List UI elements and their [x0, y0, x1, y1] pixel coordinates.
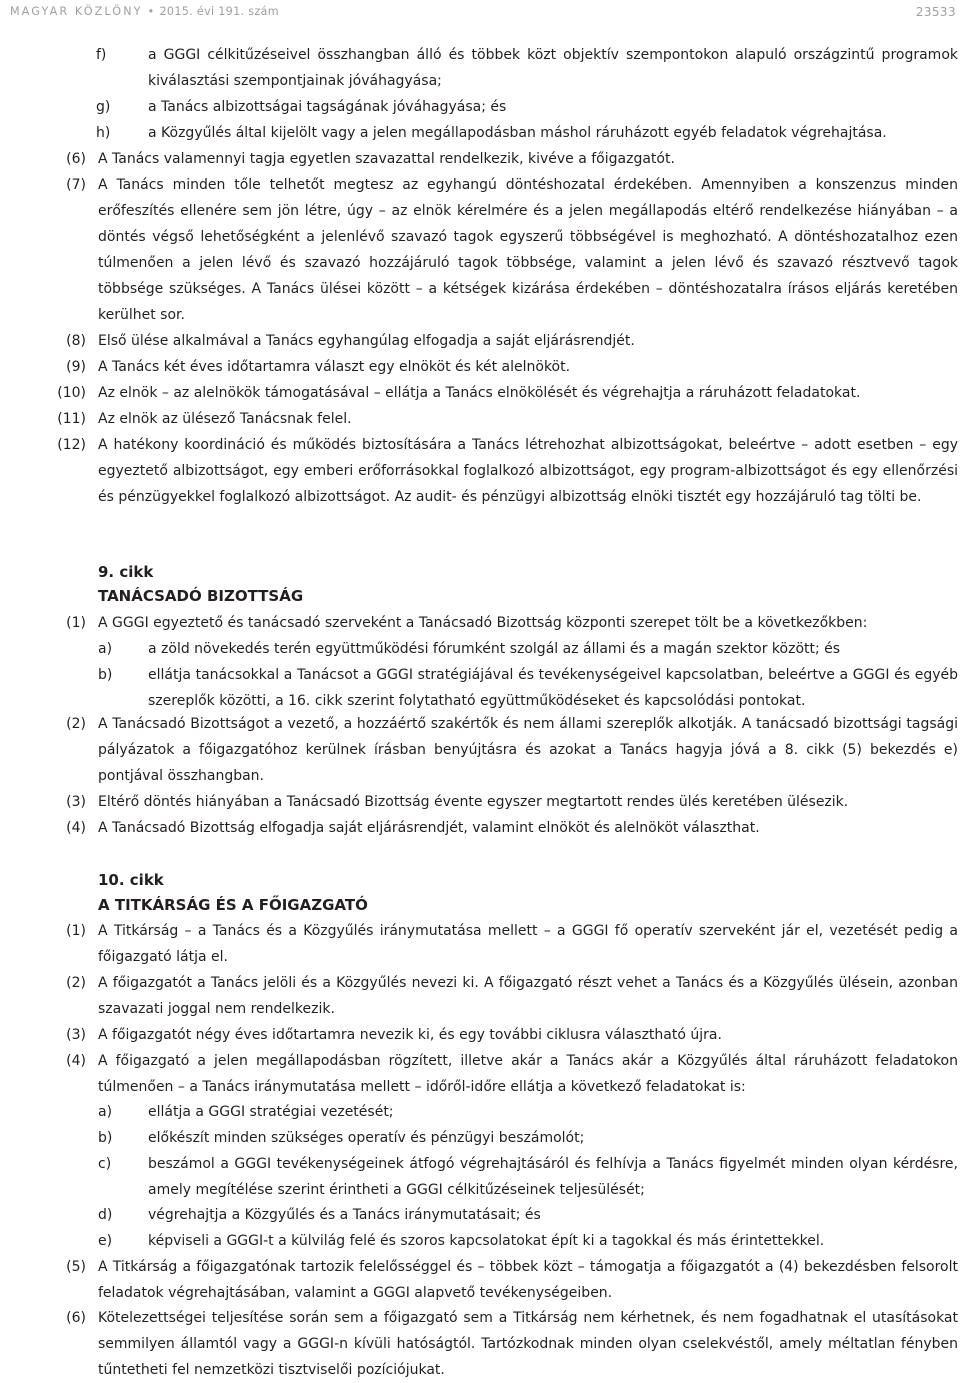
item-text: képviseli a GGGI-t a külvilág felé és szoros kapcsolatokat épít ki a tagokkal és más érintettekkel.: [148, 1233, 825, 1249]
item-label: h): [96, 125, 111, 141]
paragraph-number: (4): [66, 1053, 86, 1069]
item-label: b): [98, 1130, 113, 1146]
article-title: A TITKÁRSÁG ÉS A FŐIGAZGATÓ: [98, 896, 368, 914]
item-text: a GGGI célkitűzéseivel összhangban álló és többek közt objektív szempontokon alapuló országzintű programok kiválasztási szempontjainak jóváhagyása;: [148, 47, 958, 89]
item-text: ellátja tanácsokkal a Tanácsot a GGGI stratégiájával és tevékenységeivel kapcsolatban, beleértve a GGGI és egyéb szereplők közötti, a 16. cikk szerint folytatható együttműködéseket és kapcsolódási pontokat.: [148, 667, 958, 709]
paragraph-text: A Tanács valamennyi tagja egyetlen szavazattal rendelkezik, kivéve a főigazgatót.: [98, 151, 675, 167]
article-number: 9. cikk: [98, 563, 154, 581]
article-title: TANÁCSADÓ BIZOTTSÁG: [98, 587, 304, 605]
article-number: 10. cikk: [98, 871, 164, 889]
paragraph-number: (4): [66, 820, 86, 836]
paragraph-text: Kötelezettségei teljesítése során sem a főigazgató sem a Titkárság nem kérhetnek, és nem fogadhatnak el utasításokat semmilyen államtól vagy a GGGI-n kívüli hatóságtól. Tartózkodnak minden olyan cselekvéstől, amely méltatlan fényben tűntetheti fel nemzetközi tisztviselői pozíciójukat.: [98, 1310, 958, 1378]
item-label: c): [98, 1156, 112, 1172]
paragraph-text: A hatékony koordináció és működés biztosítására a Tanács létrehozhat albizottságokat, beleértve – adott esetben – egy egyeztető albizottságot, egy emberi erőforrásokkal foglalkozó albizottságot, egy program-albizottságot és egy ellenőrzési és pénzügyekkel foglalkozó albizottságot. Az audit- és pénzügyi albizottság elnöki tisztét egy hozzájáruló tag tölti be.: [98, 437, 958, 505]
paragraph-number: (3): [66, 1027, 86, 1043]
item-text: végrehajtja a Közgyűlés és a Tanács iránymutatásait; és: [148, 1207, 541, 1223]
paragraph-text: A Titkárság – a Tanács és a Közgyűlés iránymutatása mellett – a GGGI fő operatív szerveként jár el, vezetését pedig a főigazgató látja el.: [98, 923, 958, 965]
paragraph-number: (10): [57, 385, 86, 401]
paragraph-number: (2): [66, 716, 86, 732]
item-label: a): [98, 1104, 113, 1120]
paragraph-number: (9): [66, 359, 86, 375]
paragraph-text: Az elnök – az alelnökök támogatásával – ellátja a Tanács elnökölését és végrehajtja a ráruházott feladatokat.: [98, 385, 861, 401]
paragraph-number: (7): [66, 177, 86, 193]
paragraph-number: (3): [66, 794, 86, 810]
separator-dot: •: [147, 5, 155, 18]
paragraph-number: (8): [66, 333, 86, 349]
paragraph-number: (5): [66, 1259, 86, 1275]
issue-label: 2015. évi 191. szám: [159, 5, 279, 18]
paragraph-text: A főigazgatót négy éves időtartamra nevezik ki, és egy további ciklusra választható újra.: [98, 1027, 722, 1043]
item-label: a): [98, 641, 113, 657]
item-text: a Tanács albizottságai tagságának jóváhagyása; és: [148, 99, 507, 115]
paragraph-number: (12): [57, 437, 86, 453]
paragraph-text: A Tanács minden tőle telhetőt megtesz az egyhangú döntéshozatal érdekében. Amennyiben a konszenzus minden erőfeszítés ellenére sem jön létre, úgy – az elnök kérelmére és a jelen megállapodás eltérő rendelkezése hiányában – a döntés végső lehetőségként a jelenlévő szavazó tagok egyszerű többségével is meghozható. A döntéshozatalhoz ezen túlmenően a jelen lévő és szavazó hozzájáruló tagok többsége, valamint a jelen lévő és szavazó résztvevő tagok többsége szükséges. A Tanács ülései között – a kétségek kizárása érdekében – döntéshozatalra írásos eljárás keretében kerülhet sor.: [98, 177, 958, 323]
item-label: b): [98, 667, 113, 683]
item-label: g): [96, 99, 111, 115]
paragraph-number: (1): [66, 923, 86, 939]
item-label: f): [96, 47, 107, 63]
paragraph-text: Eltérő döntés hiányában a Tanácsadó Bizottság évente egyszer megtartott rendes ülés keretében ülésezik.: [98, 794, 849, 810]
paragraph-text: Az elnök az ülésező Tanácsnak felel.: [98, 411, 352, 427]
paragraph-text: A Titkárság a főigazgatónak tartozik felelősséggel és – többek közt – támogatja a főigazgatót a (4) bekezdésben felsorolt feladatok végrehajtásában, valamint a GGGI alapvető tevékenységeiben.: [98, 1259, 958, 1301]
publication-info: [10, 5, 279, 18]
paragraph-number: (6): [66, 1310, 86, 1326]
item-text: előkészít minden szükséges operatív és pénzügyi beszámolót;: [148, 1130, 585, 1146]
paragraph-number: (6): [66, 151, 86, 167]
paragraph-text: A Tanács két éves időtartamra választ egy elnököt és két alelnököt.: [98, 359, 571, 375]
paragraph-text: A főigazgatót a Tanács jelöli és a Közgyűlés nevezi ki. A főigazgató részt vehet a Tanács és a Közgyűlés ülésein, azonban szavazati joggal nem rendelkezik.: [98, 975, 958, 1017]
paragraph-text: Első ülése alkalmával a Tanács egyhangúlag elfogadja a saját eljárásrendjét.: [98, 333, 635, 349]
paragraph-number: (11): [57, 411, 86, 427]
page-number: 23533: [915, 5, 956, 19]
item-text: a Közgyűlés által kijelölt vagy a jelen megállapodásban máshol ráruházott egyéb feladatok végrehajtása.: [148, 125, 887, 141]
publication-name: MAGYAR KÖZLÖNY: [10, 5, 143, 18]
paragraph-text: A Tanácsadó Bizottság elfogadja saját eljárásrendjét, valamint elnököt és alelnököt választhat.: [98, 820, 760, 836]
paragraph-text: A Tanácsadó Bizottságot a vezető, a hozzáértő szakértők és nem állami szereplők alkotják. A tanácsadó bizottsági tagsági pályázatok a főigazgatóhoz kerülnek írásban benyújtásra és azokat a Tanács hagyja jóvá a 8. cikk (5) bekezdés e) pontjával összhangban.: [98, 716, 958, 784]
item-label: d): [98, 1207, 113, 1223]
item-text: beszámol a GGGI tevékenységeinek átfogó végrehajtásáról és felhívja a Tanács figyelmét minden olyan kérdésre, amely megítélése szerint érintheti a GGGI célkitűzéseinek teljesülését;: [148, 1156, 958, 1198]
paragraph-number: (1): [66, 615, 86, 631]
page-header: [10, 0, 956, 22]
paragraph-text: A GGGI egyeztető és tanácsadó szerveként a Tanácsadó Bizottság központi szerepet tölt be a következőkben:: [98, 615, 868, 631]
item-label: e): [98, 1233, 113, 1249]
paragraph-text: A főigazgató a jelen megállapodásban rögzített, illetve akár a Tanács akár a Közgyűlés által ráruházott feladatokon túlmenően – a Tanács iránymutatása mellett – időről-időre ellátja a következő feladatokat is:: [98, 1053, 958, 1095]
item-text: ellátja a GGGI stratégiai vezetését;: [148, 1104, 394, 1120]
item-text: a zöld növekedés terén együttműködési fórumként szolgál az állami és a magán szektor között; és: [148, 641, 841, 657]
paragraph-number: (2): [66, 975, 86, 991]
